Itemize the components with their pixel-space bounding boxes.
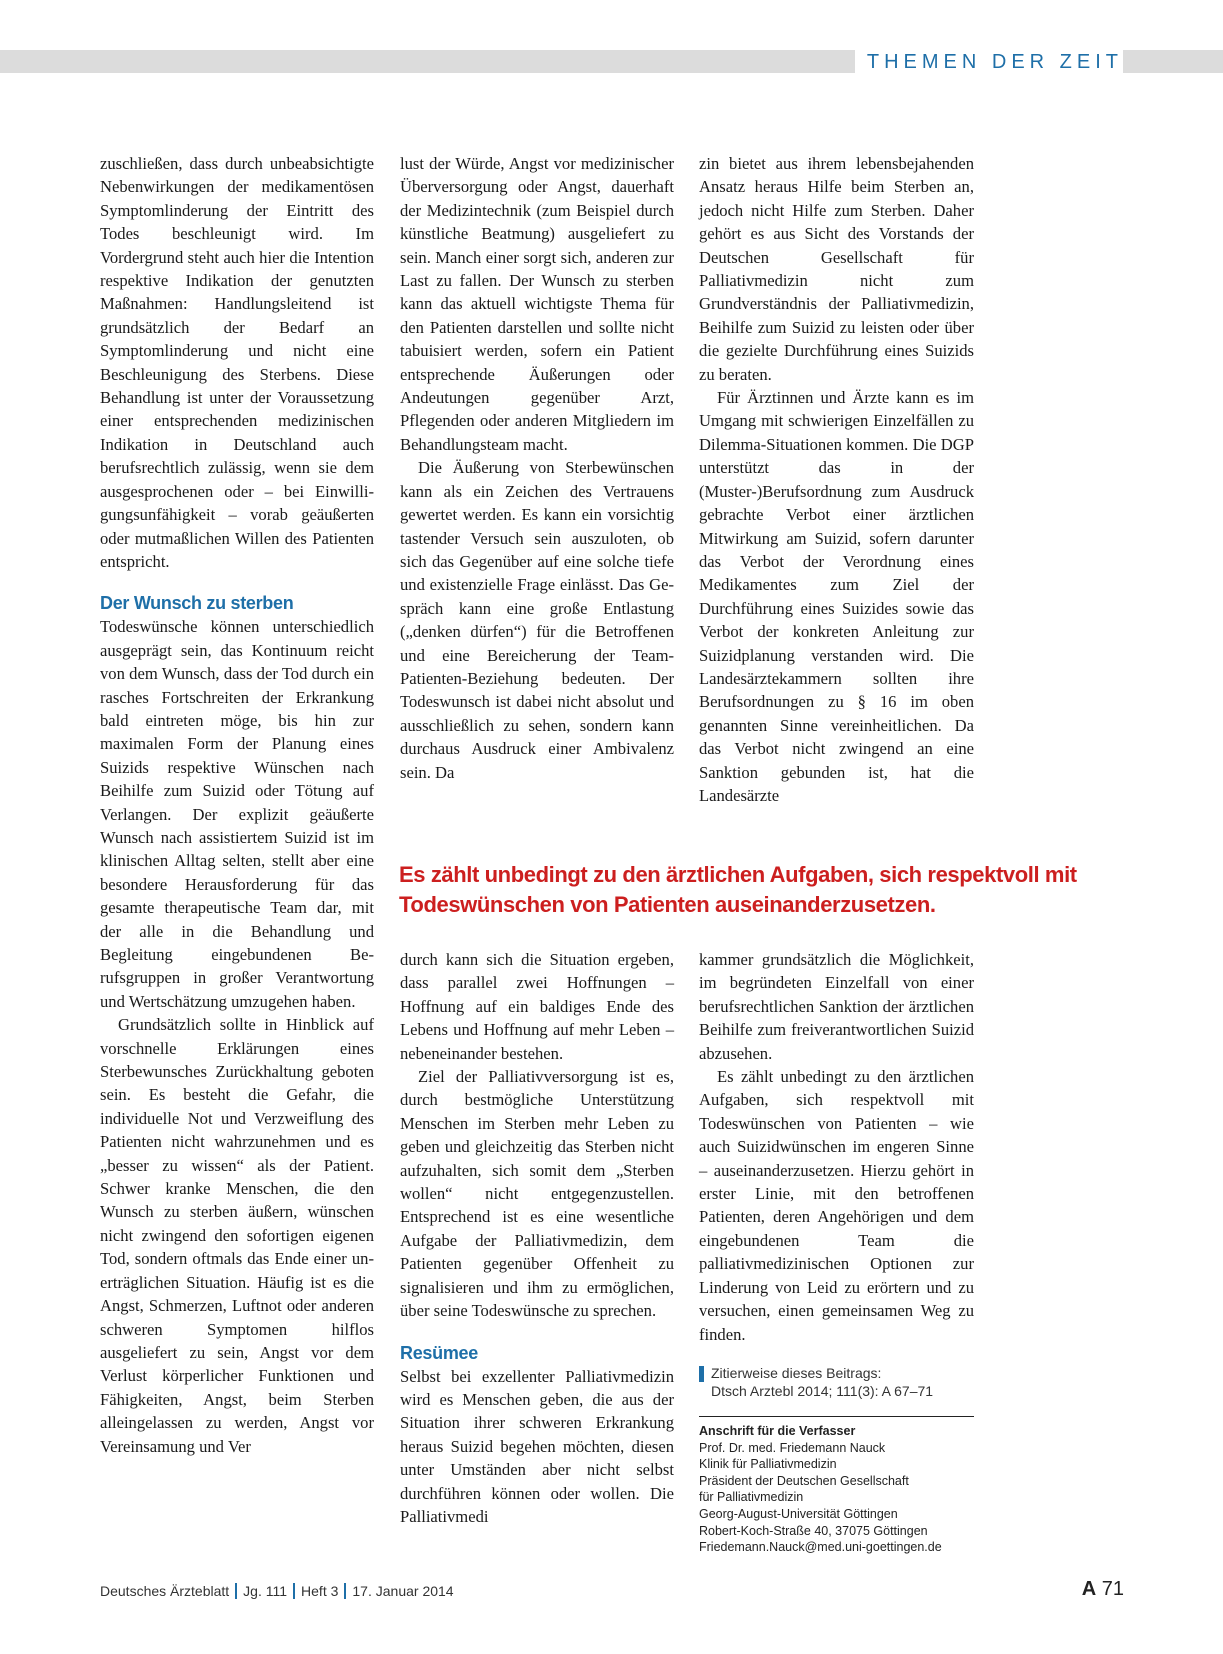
address-line: Prof. Dr. med. Friedemann Nauck <box>699 1440 886 1455</box>
column-1 <box>100 152 374 1458</box>
citation-label: Zitierweise dieses Beitrags: <box>711 1365 882 1381</box>
section-title: THEMEN DER ZEIT <box>855 49 1123 75</box>
page-number <box>1082 1578 1124 1601</box>
paragraph: zuschließen, dass durch unbeabsichtigte Nebenwirkungen der medikamentösen Symptomlinderung der Eintritt des Todes beschleunigt wird. Im Vordergrund steht auch hier die Intention respektive Indikation der genutzten Maßnahmen: Handlungsleitend ist grundsätzlich der Bedarf an Symptomlinderung und nicht eine Beschleunigung des Sterbens. Diese Behandlung ist unter der Voraussetzung einer entsprechenden medizinischen Indikation in Deutschland auch berufsrechtlich zulässig, wenn sie dem ausgesprochenen oder – bei Einwilligungsunfähigkeit – vorab geäußerten oder mutmaßlichen Willen des Patienten entspricht. <box>100 154 374 571</box>
citation-reference: Dtsch Arztebl 2014; 111(3): A 67–71 <box>711 1383 934 1399</box>
paragraph: zin bietet aus ihrem lebensbejahenden Ansatz heraus Hilfe beim Sterben an, jedoch nicht Hilfe zum Sterben. Daher gehört es aus Sicht des Vorstands der Deutschen Gesellschaft für Palliativmedizin nicht zum Grundverständnis der Palliativmedizin, Beihilfe zum Suizid zu leisten oder über die gezielte Durchführung eines Suizids zu beraten. <box>699 154 974 384</box>
paragraph: Todeswünsche können unterschiedlich ausgeprägt sein, das Kontinuum reicht von dem Wunsch, dass der Tod durch ein rasches Fortschreiten der Erkrankung bald eintreten möge, bis hin zur maximalen Form der Planung eines Suizids respektive Wünschen nach Beihilfe zum Suizid oder Tötung auf Verlangen. Der explizit geäußerte Wunsch nach assistiertem Suizid ist im klinischen Alltag selten, stellt aber eine besondere Herausforderung für das gesamte therapeutische Team dar, mit der alle in die Behandlung und Begleitung eingebundenen Berufsgruppen in großer Verantwortung und Wertschätzung umzugehen haben. <box>100 617 374 1011</box>
journal-volume: Jg. 111 <box>243 1583 288 1599</box>
column-3 <box>699 152 974 807</box>
paragraph: durch kann sich die Situation ergeben, dass parallel zwei Hoffnungen – Hoffnung auf ein baldiges Ende des Lebens und Hoffnung auf mehr Leben – nebeneinander bestehen. <box>400 950 674 1063</box>
address-line: Georg-August-Universität Göttingen <box>699 1506 898 1521</box>
address-line: Robert-Koch-Straße 40, 37075 Göttingen <box>699 1523 928 1538</box>
address-line: für Palliativmedizin <box>699 1490 804 1505</box>
paragraph: Ziel der Palliativversorgung ist es, durch bestmögliche Unterstützung Menschen im Sterben mehr Leben zu geben und gleichzeitig das Sterben nicht aufzuhalten, sich somit dem „Sterben wollen“ nicht entgegenzustellen. Entsprechend ist es eine wesentliche Aufgabe der Palliativmedizin, dem Patienten gegenüber Offenheit zu signalisieren und ihm zu ermöglichen, über seine Todeswünsche zu sprechen. <box>400 1067 674 1321</box>
pull-quote: Es zählt unbedingt zu den ärztlichen Aufgaben, sich respektvoll mit Todeswünschen von Patienten auseinanderzusetzen. <box>399 862 1077 917</box>
paragraph: Es zählt unbedingt zu den ärztlichen Aufgaben, sich respektvoll mit Todeswünschen von Patienten – wie auch Suizidwünschen im engeren Sinne – auseinanderzusetzen. Hierzu gehört in erster Linie, mit den betroffenen Patienten, deren Angehörigen und dem eingebundenen Team die palliativmedizinischen Optionen zur Linderung von Leid zu erörtern und zu versuchen, einen gemeinsamen Weg zu finden. <box>699 1067 974 1344</box>
address-line: Klinik für Palliativmedizin <box>699 1457 837 1472</box>
paragraph: Selbst bei exzellenter Palliativmedizin wird es Menschen geben, die aus der Situation ihrer schweren Erkrankung heraus Suizid begehen möchten, diesen unter Umständen aber nicht selbst durchführen können oder wollen. Die Palliativmedi <box>400 1366 674 1526</box>
paragraph: kammer grundsätzlich die Möglichkeit, im begründeten Einzelfall von einer berufsrechtlichen Sanktion der ärztlichen Beihilfe zum freiverantwortlichen Suizid abzusehen. <box>699 950 974 1063</box>
subheading: Der Wunsch zu sterben <box>100 593 294 614</box>
separator <box>344 1583 346 1599</box>
column-3-lower <box>699 948 974 1346</box>
journal-issue: Heft 3 <box>301 1583 339 1599</box>
paragraph: lust der Würde, Angst vor medizinischer Überversorgung oder Angst, dauerhaft der Medizintechnik (zum Beispiel durch künstliche Beatmung) ausgeliefert zu sein. Manch einer sorgt sich, anderen zur Last zu fallen. Der Wunsch zu sterben kann das aktuell wichtigste Thema für den Patienten darstellen und sollte nicht tabuisiert werden, sofern ein Patient entsprechende Äußerungen oder Andeutungen gegenüber Arzt, Pflegenden oder anderen Mitgliedern im Behandlungsteam macht. <box>400 154 674 454</box>
page-footer <box>100 1583 454 1599</box>
separator <box>293 1583 295 1599</box>
page-prefix: A <box>1081 1578 1097 1600</box>
paragraph: Grundsätzlich sollte in Hinblick auf vorschnelle Erklärungen eines Sterbewunsches Zurückhaltung geboten sein. Es besteht die Gefahr, die individuelle Not und Verzweiflung des Patienten nicht wahrzunehmen und es „besser zu wissen“ als der Patient. Schwer kranke Menschen, die den Wunsch zu sterben äußern, wünschen nicht zwingend den sofortigen eigenen Tod, sondern oftmals das Ende einer unerträglichen Situation. Häufig ist es die Angst, Schmerzen, Luftnot oder anderen schweren Symptomen hilflos ausgeliefert zu sein, Angst vor dem Verlust körperlicher Funktionen und Fähigkeiten, Angst, beim Sterben alleingelassen zu werden, Angst vor Vereinsamung und Ver <box>100 1015 374 1456</box>
subheading: Resümee <box>400 1342 478 1363</box>
address-email: Friedemann.Nauck@med.uni-goettingen.de <box>699 1540 942 1555</box>
address-line: Präsident der Deutschen Gesellschaft <box>699 1473 909 1488</box>
journal-name: Deutsches Ärzteblatt <box>100 1583 230 1599</box>
paragraph: Für Ärztinnen und Ärzte kann es im Umgang mit schwierigen Einzelfällen zu Dilemma-Situationen kommen. Die DGP unterstützt das in der (Muster-)Berufsordnung zum Ausdruck gebrachte Verbot einer ärztlichen Mitwirkung am Suizid, sofern darunter das Verbot der Verordnung eines Medikamentes zum Ziel der Durchführung eines Suizides sowie das Verbot der konkreten Anleitung zur Suizidplanung verstanden wird. Die Landesärztekammern sollten ihre Berufsordnungen zu § 16 im oben genannten Sinne vereinheitlichen. Da das Verbot nicht zwingend an eine Sanktion gebunden ist, hat die Landesärzte <box>699 388 974 805</box>
column-2-lower <box>400 948 674 1528</box>
column-2 <box>400 152 674 784</box>
separator <box>235 1583 237 1599</box>
paragraph: Die Äußerung von Sterbewünschen kann als ein Zeichen des Vertrauens gewertet werden. Es kann ein vorsichtig tastender Versuch sein auszuloten, ob sich das Gegenüber auf eine solche tiefe und existenzielle Frage einlässt. Das Gespräch kann eine große Entlastung („denken dürfen“) für die Betroffenen und eine Bereicherung der Team-Patienten-Beziehung bedeuten. Der Todeswunsch ist dabei nicht absolut und ausschließlich zu sehen, sondern kann durchaus Ausdruck einer Ambivalenz sein. Da <box>400 458 674 782</box>
page-number-value: 71 <box>1101 1578 1124 1600</box>
address-heading: Anschrift für die Verfasser <box>699 1424 856 1438</box>
citation-marker <box>699 1366 704 1382</box>
journal-date: 17. Januar 2014 <box>352 1583 454 1599</box>
author-address <box>699 1416 974 1556</box>
citation-box <box>699 1364 974 1400</box>
